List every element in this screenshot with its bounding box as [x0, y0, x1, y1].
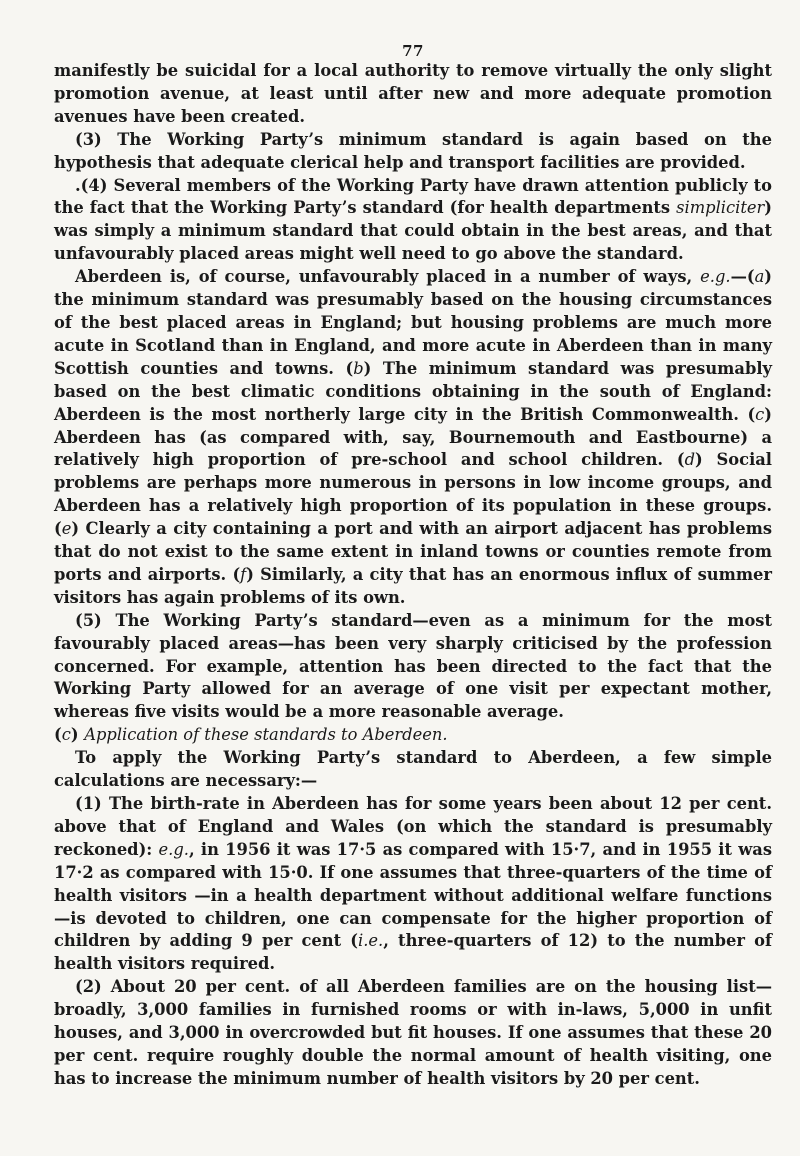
paragraph-point-4 [54, 175, 772, 267]
italic-letter: b [353, 358, 364, 378]
text-run: (1) The birth-rate in Aberdeen has for some years been about 12 per cent. above that of England and Wales (on which the standard is presumably reckoned): [54, 794, 772, 859]
text-run: ) Aberdeen has (as compared with, say, Bournemouth and Eastbourne) a relatively high proportion of pre-school and school children. ( [54, 404, 772, 470]
italic-term: simpliciter [676, 198, 765, 218]
text-run: ) the minimum standard was presumably based on the housing circumstances of the best placed areas in England; but housing problems are much more acute in Scotland than in England, and more acute in Aberdeen than in many Scottish counties and towns. ( [54, 267, 772, 378]
paragraph-calc-2: (2) About 20 per cent. of all Aberdeen families are on the housing list— broadly, 3,000 families in furnished rooms or with in-laws, 5,000 in unfit houses, and 3,000 in overcrowded but fit houses. If one assumes that these 20 per cent. require roughly double the normal amount of health visiting, one has to increase the minimum number of health visitors by 20 per cent. [54, 977, 772, 1088]
text-run: Aberdeen is, of course, unfavourably placed in a number of ways, [75, 267, 701, 287]
heading-title: Application of these standards to Aberdeen. [84, 725, 448, 745]
italic-letter: a [754, 267, 765, 287]
text-run: ) was simply a minimum standard that could obtain in the best areas, and that unfavourably placed areas might well need to go above the standard. [54, 198, 772, 264]
text-run: .(4) Several members of the Working Party have drawn attention publicly to the fact that the Working Party’s standard (for health departments [54, 175, 772, 218]
heading-paren: ( [54, 725, 62, 745]
text-run: —( [730, 267, 755, 287]
italic-letter: c [755, 404, 765, 424]
heading-paren: ) [70, 725, 85, 745]
section-heading [54, 724, 772, 747]
paragraph-continuation: manifestly be suicidal for a local authority to remove virtually the only slight promotion avenue, at least until after new and more adequate promotion avenues have been created. [54, 61, 772, 126]
italic-eg: e.g. [700, 267, 731, 287]
paragraph-point-5: (5) The Working Party’s standard—even as a minimum for the most favourably placed areas—has been very sharply criticised by the profession concerned. For example, attention has been directed to the fact that the Working Party allowed for an average of one visit per expectant mother, whereas five visits would be a more reasonable average. [54, 610, 772, 722]
text-run: ) Clearly a city containing a port and with an airport adjacent has problems that do not exist to the same extent in inland towns or counties remote from ports and airports. ( [54, 519, 772, 584]
text-run: ) The minimum standard was presumably based on the best climatic conditions obtaining in the south of England: Aberdeen is the most northerly large city in the British Commonwealth. ( [54, 358, 772, 424]
page-number: 77 [402, 42, 424, 60]
italic-letter: d [684, 450, 696, 470]
text-run: ) Similarly, a city that has an enormous influx of summer visitors has again problems of its own. [54, 564, 772, 607]
paragraph-apply-intro: To apply the Working Party’s standard to Aberdeen, a few simple calculations are necessary:— [54, 748, 772, 791]
italic-eg: e.g. [158, 839, 189, 859]
paragraph-point-3: (3) The Working Party’s minimum standard is again based on the hypothesis that adequate clerical help and transport facilities are provided. [54, 129, 772, 172]
text-run: ) Social problems are perhaps more numerous in persons in low income groups, and Aberdeen has a relatively high proportion of its population in these groups. ( [54, 450, 772, 539]
document-page [54, 42, 772, 1091]
paragraph-calc-1 [54, 793, 772, 976]
text-run: , in 1956 it was 17·5 as compared with 15·7, and in 1955 it was 17·2 as compared with 15·0. If one assumes that three-quarters of the time of health visitors —in a health department without additional welfare functions—is devoted to children, one can compensate for the higher proportion of children by adding 9 per cent ( [54, 839, 772, 951]
italic-ie: i.e. [357, 931, 384, 951]
italic-letter: e [61, 519, 72, 539]
text-run: , three-quarters of 12) to the number of health visitors required. [54, 931, 772, 974]
heading-letter: c [61, 725, 71, 745]
italic-letter: f [240, 564, 247, 584]
paragraph-aberdeen-factors [54, 266, 772, 610]
